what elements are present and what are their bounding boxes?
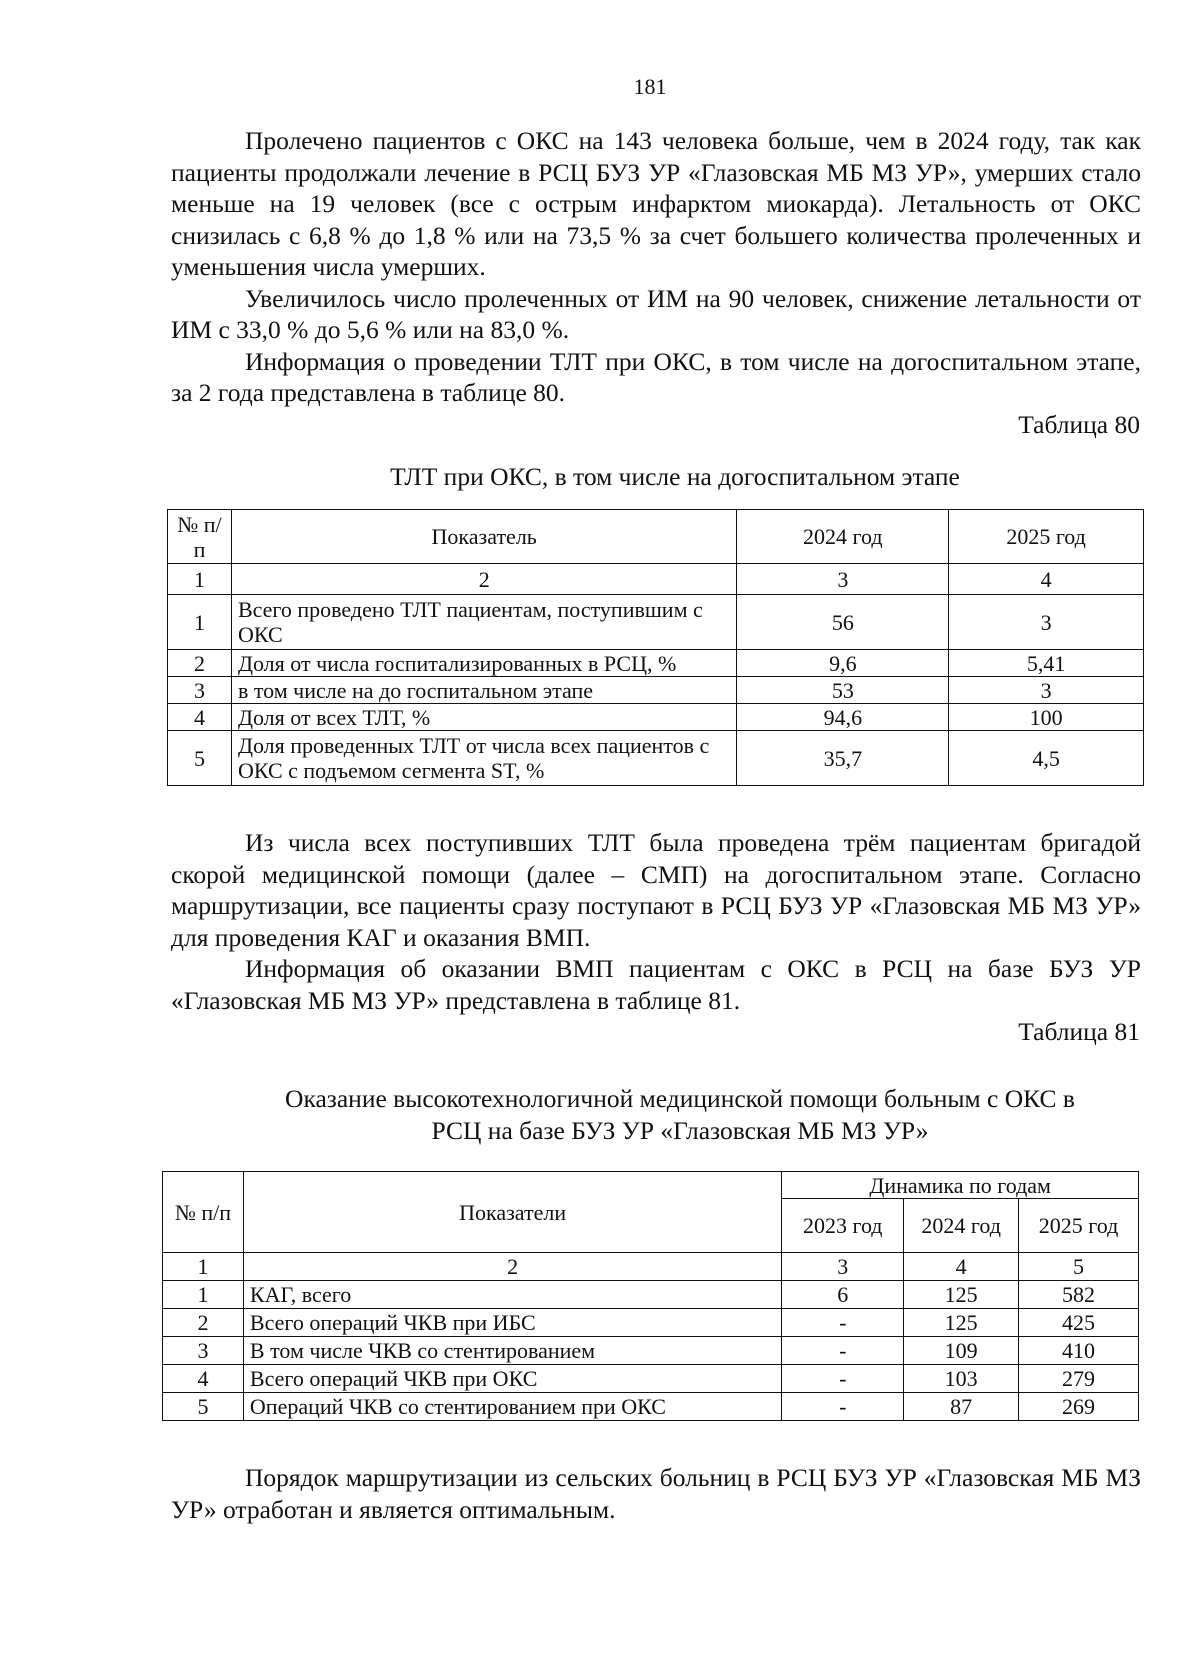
paragraph: Пролечено пациентов с ОКС на 143 человека больше, чем в 2024 году, так как пациенты продолжали лечение в РСЦ БУЗ УР «Глазовская МБ МЗ УР», умерших стало меньше на 19 человек (все с острым инфарктом миокарда). Летальность от ОКС снизилась с 6,8 % до 1,8 % или на 73,5 % за счет большего количества пролеченных и уменьшения числа умерших. [171,126,1141,281]
table-cell: 94,6 [737,704,949,731]
table-row [168,677,1144,704]
intro-text [171,125,1141,409]
header-cell: 2024 год [737,510,949,564]
paragraph: Из числа всех поступивших ТЛТ была проведена трём пациентам бригадой скорой медицинской помощи (далее – СМП) на догоспитальном этапе. Согласно маршрутизации, все пациенты сразу поступают в РСЦ БУЗ УР «Глазовская МБ МЗ УР» для проведения КАГ и оказания ВМП. [171,828,1141,952]
caption-line: РСЦ на базе БУЗ УР «Глазовская МБ МЗ УР» [431,1116,929,1145]
table-row [163,1337,1139,1365]
table-cell: 1 [168,595,232,650]
closing-text [171,1462,1141,1525]
table-header-row [163,1172,1139,1199]
table-cell: 269 [1019,1393,1139,1421]
table-cell: 410 [1019,1337,1139,1365]
paragraph: Информация об оказании ВМП пациентам с ОКС в РСЦ на базе БУЗ УР «Глазовская МБ МЗ УР» представлена в таблице 81. [171,954,1141,1015]
table-cell: 5,41 [949,650,1144,677]
table-cell: - [782,1365,904,1393]
table-row [163,1393,1139,1421]
table-cell: 53 [737,677,949,704]
table-cell: 425 [1019,1309,1139,1337]
paragraph: Порядок маршрутизации из сельских больниц в РСЦ БУЗ УР «Глазовская МБ МЗ УР» отработан и является оптимальным. [171,1463,1141,1524]
table-cell: 35,7 [737,731,949,786]
year-header-cell: 2025 год [1019,1199,1139,1253]
paragraph: Увеличилось число пролеченных от ИМ на 90 человек, снижение летальности от ИМ с 33,0 % до 5,6 % или на 83,0 %. [171,283,1141,344]
table-cell: 125 [904,1309,1019,1337]
header-cell: № п/п [163,1172,244,1253]
table-cell: 3 [168,677,232,704]
header-cell: № п/п [168,510,232,564]
table-cell: 4 [163,1365,244,1393]
header-group-cell: Динамика по годам [782,1172,1139,1199]
table-cell: 2 [163,1309,244,1337]
table-80-label: Таблица 80 [1018,410,1140,439]
index-cell: 1 [168,564,232,595]
table-cell: - [782,1337,904,1365]
index-cell: 4 [949,564,1144,595]
table-index-row [168,564,1144,595]
table-row [168,650,1144,677]
table-cell: 125 [904,1281,1019,1309]
index-cell: 2 [231,564,737,595]
table-cell: 3 [949,595,1144,650]
table-cell: 1 [163,1281,244,1309]
table-row [168,595,1144,650]
table-cell: 9,6 [737,650,949,677]
table-81-label: Таблица 81 [1018,1017,1140,1046]
table-cell: 109 [904,1337,1019,1365]
caption-line: Оказание высокотехнологичной медицинской помощи больным с ОКС в [285,1084,1075,1113]
table-cell: 4 [168,704,232,731]
table-cell: В том числе ЧКВ со стентированием [243,1337,781,1365]
index-cell: 4 [904,1253,1019,1281]
year-header-cell: 2023 год [782,1199,904,1253]
table-row [163,1365,1139,1393]
table-cell: Всего проведено ТЛТ пациентам, поступившим с ОКС [231,595,737,650]
table-cell: КАГ, всего [243,1281,781,1309]
table-cell: 100 [949,704,1144,731]
index-cell: 2 [243,1253,781,1281]
table-cell: 3 [949,677,1144,704]
index-cell: 3 [782,1253,904,1281]
index-cell: 5 [1019,1253,1139,1281]
table-81-caption [200,1083,1160,1147]
header-cell: Показатель [231,510,737,564]
table-cell: 4,5 [949,731,1144,786]
table-cell: 2 [168,650,232,677]
table-cell: 582 [1019,1281,1139,1309]
table-row [168,704,1144,731]
table-cell: Доля от всех ТЛТ, % [231,704,737,731]
table-cell: - [782,1309,904,1337]
table-cell: 279 [1019,1365,1139,1393]
table-cell: в том числе на до госпитальном этапе [231,677,737,704]
year-header-cell: 2024 год [904,1199,1019,1253]
table-cell: Доля от числа госпитализированных в РСЦ, % [231,650,737,677]
table-cell: Доля проведенных ТЛТ от числа всех пациентов с ОКС с подъемом сегмента ST, % [231,731,737,786]
table-80-caption: ТЛТ при ОКС, в том числе на догоспитальном этапе [390,462,960,491]
table-cell: 6 [782,1281,904,1309]
index-cell: 3 [737,564,949,595]
table-80 [167,509,1144,786]
middle-text [171,827,1141,1016]
table-cell: 56 [737,595,949,650]
table-cell: Всего операций ЧКВ при ИБС [243,1309,781,1337]
table-cell: Всего операций ЧКВ при ОКС [243,1365,781,1393]
table-index-row [163,1253,1139,1281]
table-cell: 5 [163,1393,244,1421]
table-header-row [168,510,1144,564]
table-cell: 5 [168,731,232,786]
header-cell: Показатели [243,1172,781,1253]
table-cell: 87 [904,1393,1019,1421]
page-number: 181 [633,74,667,99]
table-cell: 103 [904,1365,1019,1393]
table-row [163,1309,1139,1337]
table-cell: - [782,1393,904,1421]
table-row [163,1281,1139,1309]
index-cell: 1 [163,1253,244,1281]
header-cell: 2025 год [949,510,1144,564]
table-81 [162,1171,1139,1421]
paragraph: Информация о проведении ТЛТ при ОКС, в том числе на догоспитальном этапе, за 2 года представлена в таблице 80. [171,346,1141,407]
table-cell: Операций ЧКВ со стентированием при ОКС [243,1393,781,1421]
table-cell: 3 [163,1337,244,1365]
table-row [168,731,1144,786]
